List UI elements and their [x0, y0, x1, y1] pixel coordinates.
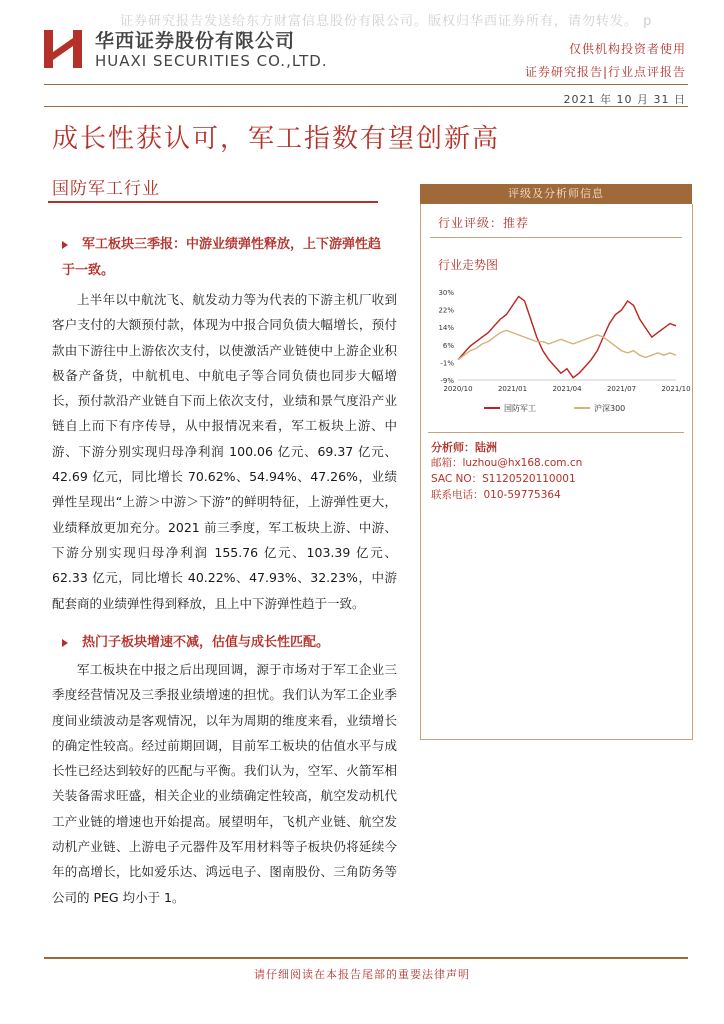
industry-name: 国防军工行业 — [52, 179, 160, 199]
x-tick-label: 2021/01 — [497, 385, 528, 393]
report-date: 2021 年 10 月 31 日 — [563, 93, 686, 106]
bullet-triangle-icon — [62, 241, 68, 249]
x-axis-ticks — [443, 385, 690, 393]
y-tick-label: 14% — [438, 324, 454, 333]
y-tick-label: 22% — [438, 306, 454, 315]
x-tick-label: 2021/04 — [552, 385, 582, 393]
analyst-divider — [428, 432, 684, 433]
series-line-defense — [458, 297, 676, 378]
y-tick-label: 6% — [442, 341, 454, 350]
y-axis-ticks — [438, 289, 676, 385]
logo-bar-left — [44, 30, 53, 68]
industry-rating: 行业评级：推荐 — [438, 216, 530, 230]
watermark: 证券研究报告发送给东方财富信息股份有限公司。版权归华西证券所有，请勿转发。 p — [120, 14, 653, 29]
series-line-hs300 — [458, 330, 676, 359]
report-type: 证券研究报告|行业点评报告 — [524, 65, 686, 79]
y-tick-label: 30% — [438, 289, 454, 297]
logo-bar-right — [73, 30, 82, 68]
section-1-body: 上半年以中航沈飞、航发动力等为代表的下游主机厂收到客户支付的大额预付款，体现为中报合同负债大幅增长，预付款由下游往中上游依次支付，以使激活产业链使中上游企业积极备产备货，中航机电、中航电子等合同负债也同步大幅增长，预付款沿产业链自下而上依次支付，业绩和景气度沿产业链自上而下有序传导，从中报情况来看，军工板块上游、中游、下游分别实现归母净利润 100.06 亿元、69.37 亿元、42.69 亿元，同比增长 70.62%、54.94%、47.26%，业绩弹性呈现出“上游＞中游＞下游”的鲜明特征，上游弹性更大，业绩释放更加充分。2021 前三季度，军工板块上游、中游、下游分别实现归母净利润 155.76 亿元、103.39 亿元、62.33 亿元，同比增长 40.22%、47.93%、32.23%，中游配套商的业绩弹性得到释放，且上中下游弹性趋于一致。 — [52, 292, 397, 611]
analyst-phone: 联系电话：010-59775364 — [431, 489, 561, 501]
legal-notice: 请仔细阅读在本报告尾部的重要法律声明 — [254, 968, 470, 981]
sidebar-divider — [430, 237, 682, 238]
company-name-cn: 华西证券股份有限公司 — [95, 30, 296, 52]
footer-rule — [44, 957, 688, 959]
x-tick-label: 2021/10 — [661, 385, 691, 393]
company-logo — [44, 26, 84, 70]
analyst-name: 分析师：陆洲 — [431, 441, 497, 454]
audience-note: 仅供机构投资者使用 — [568, 42, 686, 56]
trend-chart-label: 行业走势图 — [438, 258, 499, 272]
analyst-sac: SAC NO：S1120520110001 — [431, 473, 576, 485]
report-title: 成长性获认可，军工指数有望创新高 — [52, 124, 501, 154]
x-tick-label: 2020/10 — [443, 385, 473, 393]
bullet-triangle-icon — [62, 639, 68, 647]
y-tick-label: -1% — [440, 359, 454, 368]
logo-diagonal — [53, 38, 73, 60]
legend-label-hs300: 沪深300 — [594, 404, 626, 413]
section-2-heading: 热门子板块增速不减，估值与成长性匹配。 — [62, 630, 392, 656]
section-1-heading: 军工板块三季报：中游业绩弹性释放，上下游弹性趋于一致。 — [62, 237, 382, 278]
date-rule — [44, 106, 688, 107]
analyst-email: 邮箱：luzhou@hx168.com.cn — [431, 457, 583, 469]
trend-chart — [424, 280, 691, 420]
industry-rule — [48, 201, 378, 203]
sidebar-header: 评级及分析师信息 — [420, 184, 692, 204]
y-tick-label: -9% — [440, 377, 454, 385]
section-2-body: 军工板块在中报之后出现回调，源于市场对于军工企业三季度经营情况及三季报业绩增速的担忧。我们认为军工企业季度间业绩波动是客观情况，以年为周期的维度来看，业绩增长的确定性较高。经过前期回调，目前军工板块的估值水平与成长性已经达到较好的匹配与平衡。我们认为，空军、火箭军相关装备需求旺盛，相关企业的业绩确定性较高，航空发动机代工产业链的增速也开始提高。展望明年，飞机产业链、航空发动机产业链、上游电子元器件及军用材料等子板块仍将延续今年的高增长，比如爱乐达、鸿远电子、图南股份、三角防务等公司的 PEG 均小于 1。 — [52, 662, 397, 905]
x-tick-label: 2021/07 — [606, 385, 637, 393]
legend-label-defense: 国防军工 — [504, 404, 536, 413]
series-lines — [458, 297, 676, 378]
company-name-en: HUAXI SECURITIES CO.,LTD. — [95, 52, 328, 70]
header-rule — [44, 84, 688, 85]
